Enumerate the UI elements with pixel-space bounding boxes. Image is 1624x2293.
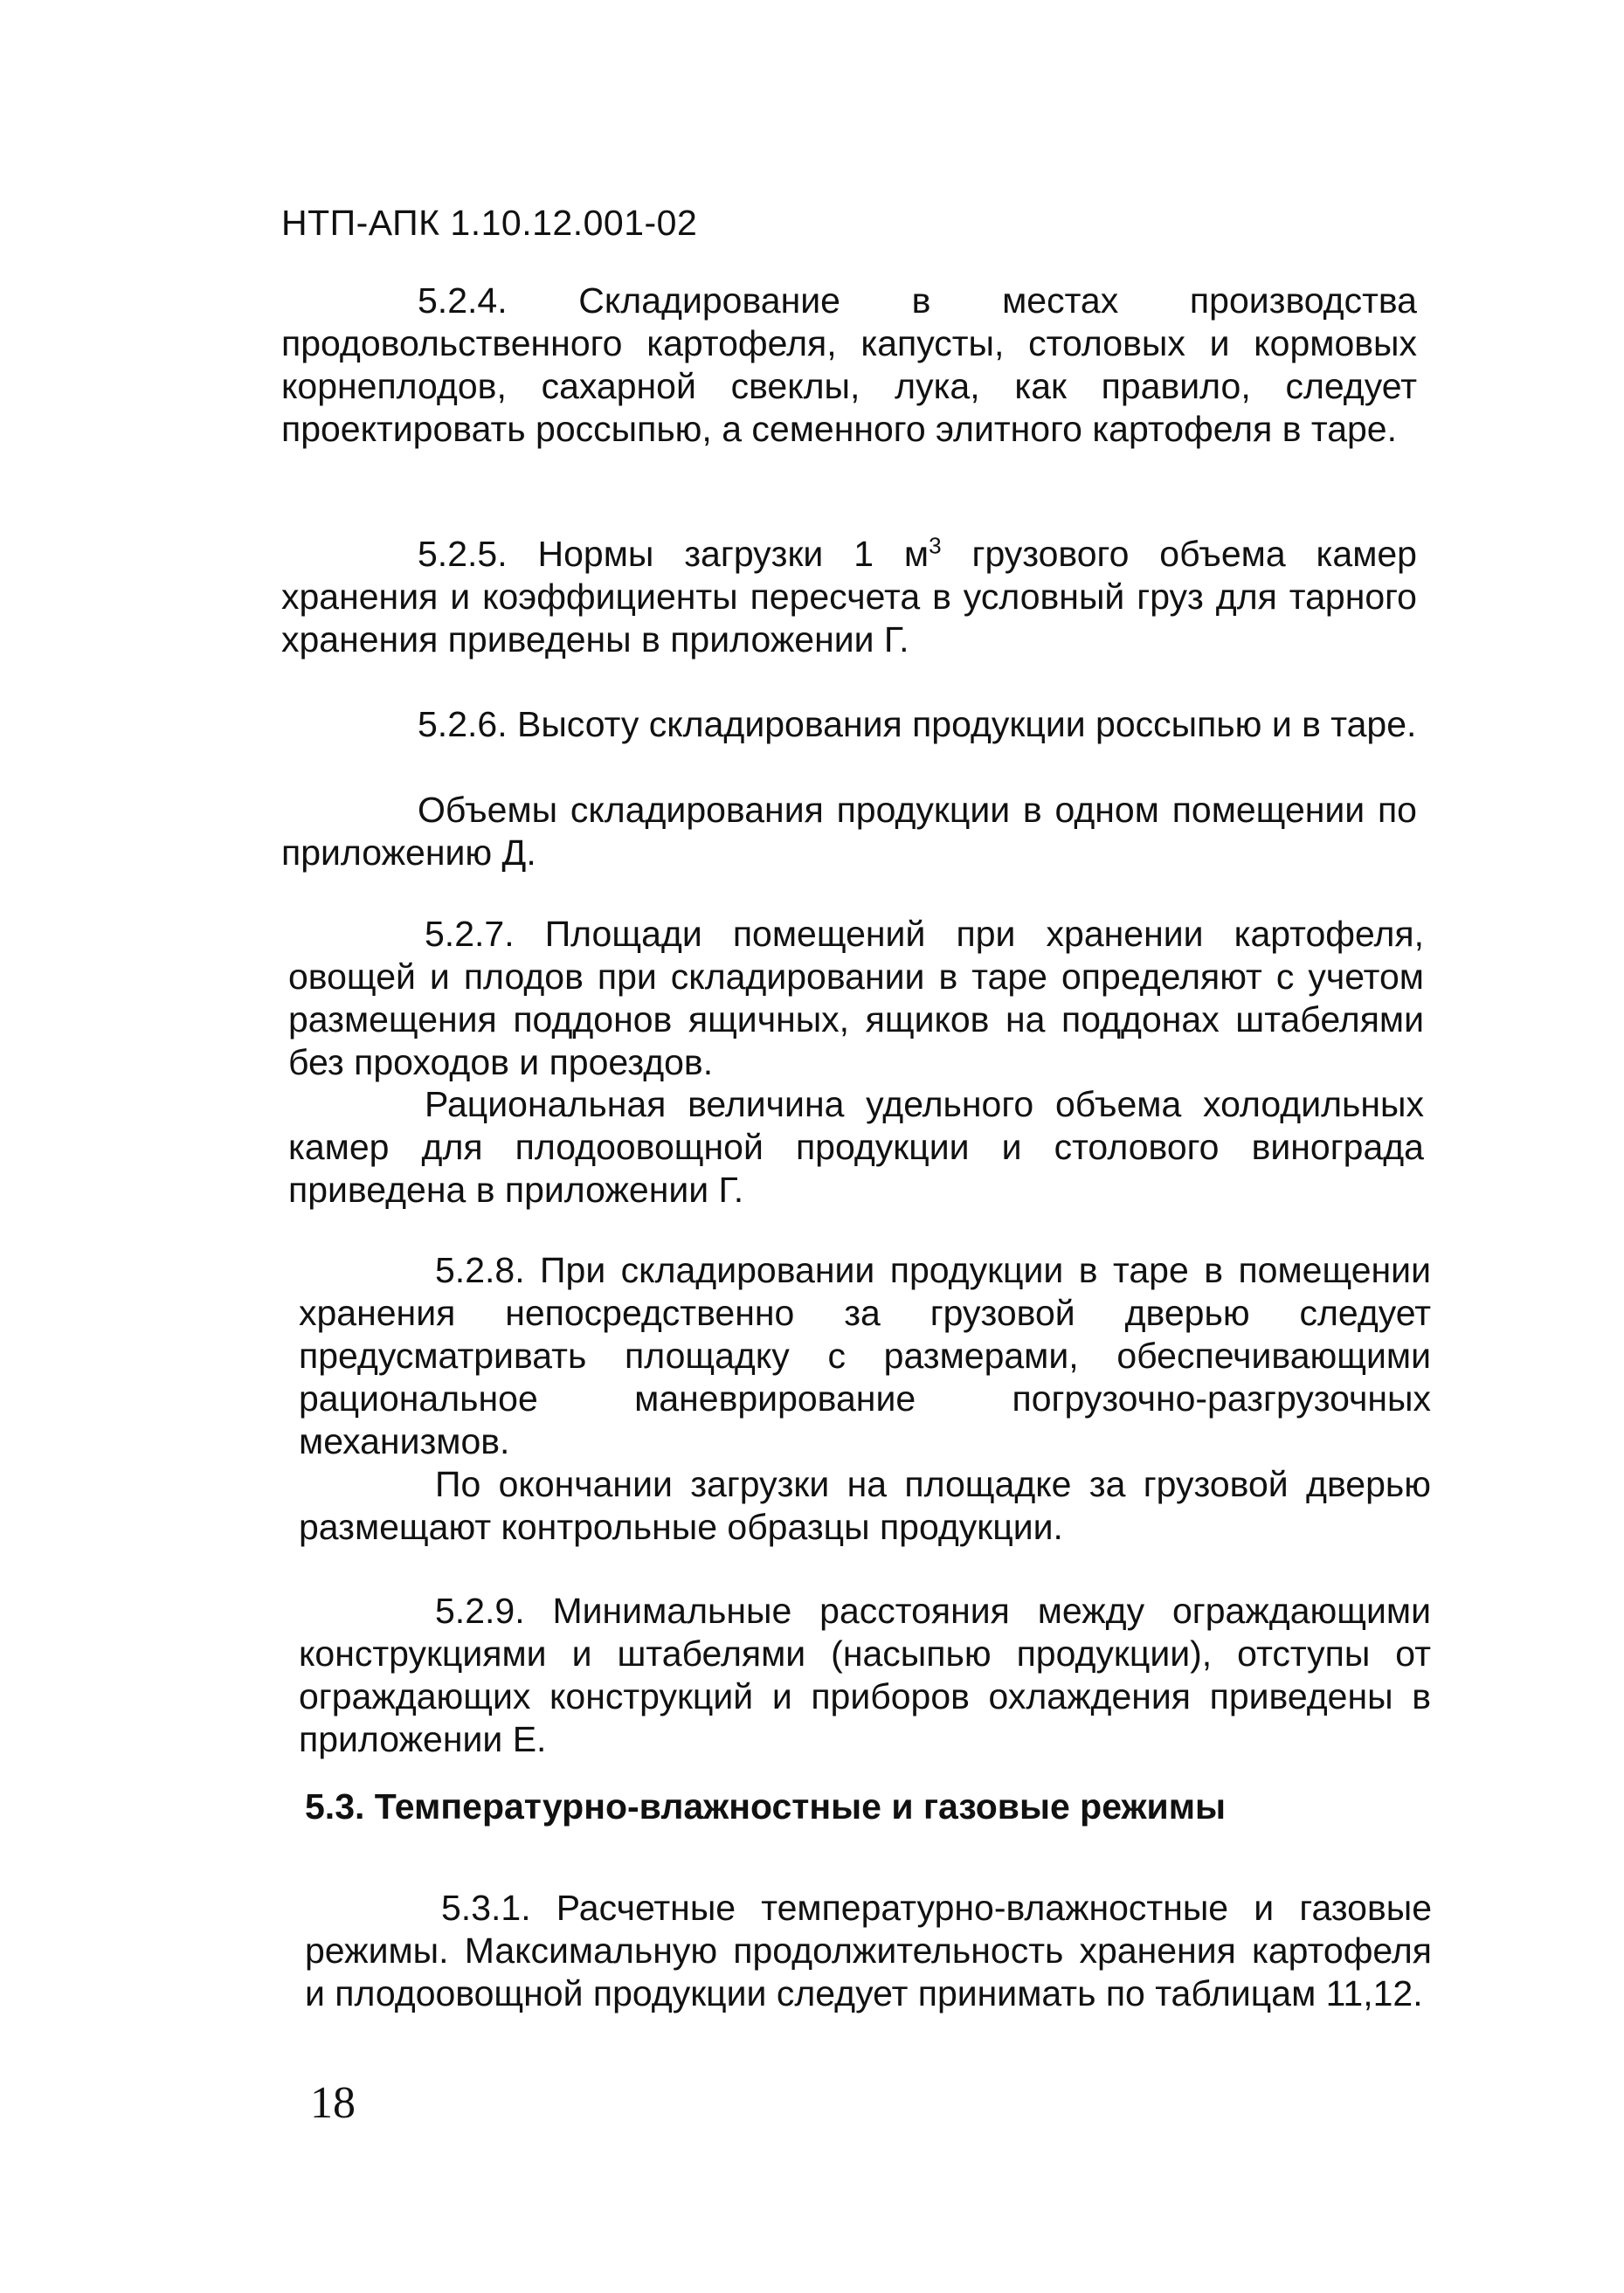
paragraph-5-2-8-samples: По окончании загрузки на площадке за грузовой дверью размещают контрольные образцы продукции. [299, 1464, 1431, 1547]
paragraph-5-2-5-text: 5.2.5. Нормы загрузки 1 м [418, 534, 929, 574]
paragraph-5-2-9: 5.2.9. Минимальные расстояния между ограждающими конструкциями и штабелями (насыпью продукции), отступы от ограждающих конструкций и приборов охлаждения приведены в приложении Е. [299, 1591, 1431, 1759]
paragraph-5-2-5-text-rest: грузового объема камер хранения и коэффициенты пересчета в условный груз для тарного хранения приведены в приложении Г. [281, 534, 1417, 660]
section-heading-5-3: 5.3. Температурно-влажностные и газовые режимы [305, 1786, 1227, 1827]
paragraph-5-2-5 [281, 533, 1417, 661]
paragraph-5-2-8: 5.2.8. При складировании продукции в таре в помещении хранения непосредственно за грузовой дверью следует предусматривать площадку с размерами, обеспечивающими рациональное маневрирование погрузочно-разгрузочных механизмов. [299, 1250, 1431, 1461]
superscript-3: 3 [929, 532, 942, 559]
document-code: НТП-АПК 1.10.12.001-02 [281, 203, 698, 243]
paragraph-5-2-4: 5.2.4. Складирование в местах производства продовольственного картофеля, капусты, столовых и кормовых корнеплодов, сахарной свеклы, лука, как правило, следует проектировать россыпью, а семенного элитного картофеля в таре. [281, 280, 1417, 449]
paragraph-5-2-6: 5.2.6. Высоту складирования продукции россыпью и в таре. [418, 704, 1417, 744]
paragraph-5-2-7-volume: Рациональная величина удельного объема холодильных камер для плодоовощной продукции и столового винограда приведена в приложении Г. [288, 1084, 1424, 1210]
paragraph-5-3-1: 5.3.1. Расчетные температурно-влажностные и газовые режимы. Максимальную продолжительность хранения картофеля и плодоовощной продукции следует принимать по таблицам 11,12. [305, 1888, 1432, 2013]
page-number: 18 [310, 2078, 356, 2128]
paragraph-5-2-6-volumes: Объемы складирования продукции в одном помещении по приложению Д. [281, 790, 1417, 873]
paragraph-5-2-7: 5.2.7. Площади помещений при хранении картофеля, овощей и плодов при складировании в таре определяют с учетом размещения поддонов ящичных, ящиков на поддонах штабелями без проходов и проездов. [288, 914, 1424, 1082]
